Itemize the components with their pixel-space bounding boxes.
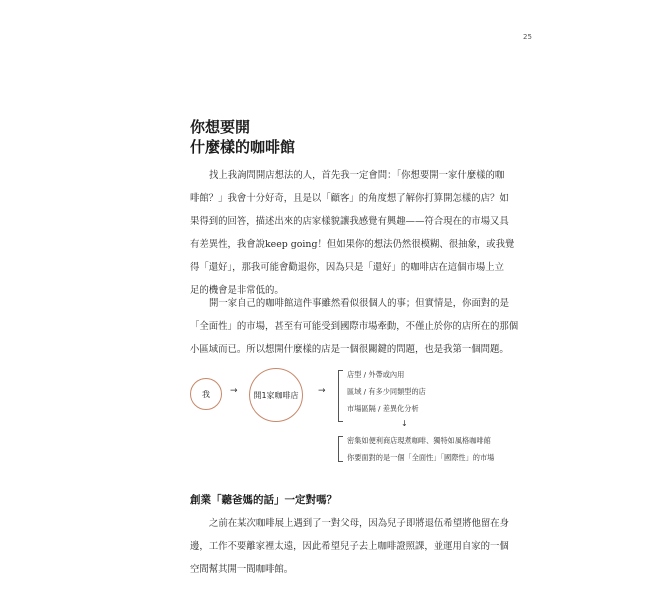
conclusion-item: 你要面對的是一個「全面性」「國際性」的市場: [347, 453, 495, 462]
conclusion-item: 密集如便利商店現煮咖啡、獨特如風格咖啡館: [347, 436, 491, 445]
paragraph-3-line: 之前在某次咖啡展上遇到了一對父母，因為兒子即將退伍希望將他留在身: [209, 518, 510, 529]
right-arrow-icon: →: [318, 386, 326, 396]
chapter-title-line-2: 什麼樣的咖啡館: [190, 138, 296, 156]
factor-item: 區域 / 有多少同類型的店: [347, 387, 426, 396]
paragraph-1-line: 有差異性，我會說keep going！但如果你的想法仍然很模糊、很抽象，或我覺: [190, 239, 515, 250]
paragraph-1-line: 得「還好」，那我可能會勸退你，因為只是「還好」的咖啡店在這個市場上立: [190, 262, 505, 273]
paragraph-1-line: 啡館？」我會十分好奇，且是以「顧客」的角度想了解你打算開怎樣的店？如: [190, 193, 509, 204]
paragraph-1-line: 足的機會是非常低的。: [190, 285, 284, 296]
paragraph-3-line: 邊，工作不要離家裡太遠，因此希望兒子去上咖啡證照課，並運用自家的一個: [190, 541, 509, 552]
conclusion-list: [347, 432, 494, 466]
bracket-top: [338, 370, 343, 422]
open-cafe-circle: 開1家咖啡店: [249, 368, 303, 422]
concept-diagram: [190, 368, 530, 468]
paragraph-3: [190, 512, 522, 581]
me-circle: 我: [190, 378, 222, 410]
page-number: 25: [523, 33, 532, 41]
paragraph-1: [190, 164, 522, 302]
right-arrow-icon: →: [230, 386, 238, 396]
factor-item: 店型 / 外帶或內用: [347, 370, 405, 379]
section-subtitle: 創業「聽爸媽的話」一定對嗎？: [190, 494, 337, 506]
chapter-title: [190, 117, 295, 157]
bracket-bottom: [338, 436, 343, 462]
chapter-title-line-1: 你想要開: [190, 118, 251, 136]
paragraph-1-line: 果得到的回答，描述出來的店家樣貌讓我感覺有興趣——符合現在的市場又具: [190, 216, 509, 227]
factor-item: 市場區隔 / 差異化分析: [347, 404, 419, 413]
paragraph-3-line: 空間幫其開一間咖啡館。: [190, 564, 294, 575]
paragraph-1-line: 找上我詢問開店想法的人，首先我一定會問：「你想要開一家什麼樣的咖: [209, 170, 505, 181]
factor-list: [347, 366, 426, 417]
paragraph-2-line: 開一家自己的咖啡館這件事雖然看似很個人的事；但實情是，你面對的是: [209, 298, 510, 309]
paragraph-2: [190, 292, 522, 361]
paragraph-2-line: 「全面性」的市場，甚至有可能受到國際市場牽動，不僅止於你的店所在的那個: [190, 321, 519, 332]
paragraph-2-line: 小區域而已。所以想開什麼樣的店是一個很關鍵的問題，也是我第一個問題。: [190, 344, 509, 355]
down-arrow-icon: ↓: [401, 419, 408, 428]
